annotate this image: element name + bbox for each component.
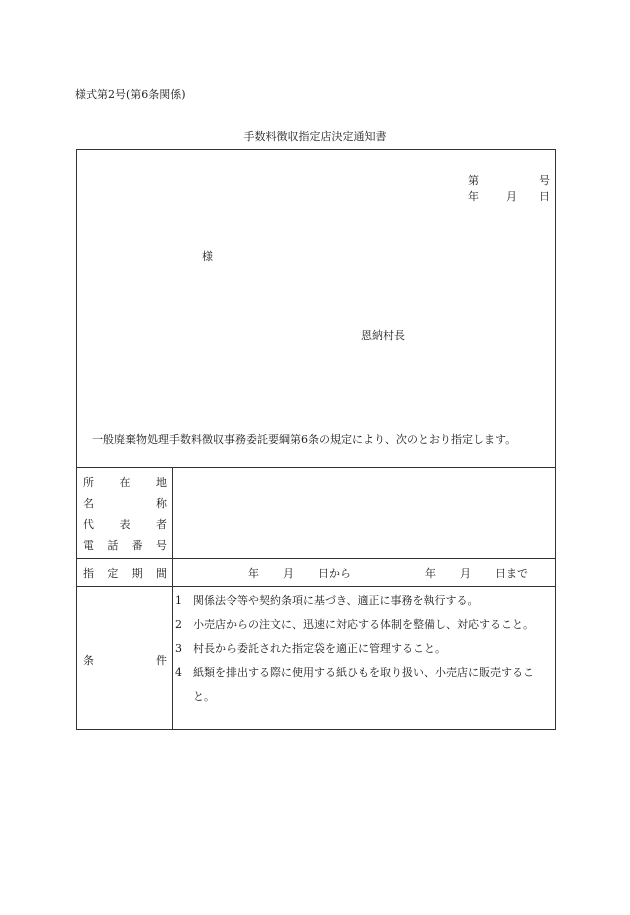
period-from-day: 日から <box>318 567 351 580</box>
period-from-month: 月 <box>283 567 294 580</box>
designation-statement: 一般廃棄物処理手数料徴収事務委託要綱第6条の規定により、次のとおり指定します。 <box>92 433 517 446</box>
period-label: 指 定 期 間 <box>83 567 167 580</box>
location-label: 所 在 地 <box>83 476 167 489</box>
table-divider-period <box>77 558 555 559</box>
table-divider-top <box>77 467 555 468</box>
number-label-go: 号 <box>539 174 550 187</box>
issuer-name: 恩納村長 <box>361 329 405 342</box>
document-title: 手数料徴収指定店決定通知書 <box>243 130 387 143</box>
phone-label: 電 話 番 号 <box>83 539 167 552</box>
representative-label: 代 表 者 <box>83 518 167 531</box>
table-divider-conditions <box>77 586 555 587</box>
condition-item: 3 村長から委託された指定袋を適正に管理すること。 <box>175 642 446 655</box>
date-day-label: 日 <box>539 190 550 203</box>
conditions-list <box>175 589 555 709</box>
period-from-year: 年 <box>248 567 259 580</box>
number-label-dai: 第 <box>468 174 479 187</box>
condition-item: 2 小売店からの注文に、迅速に対応する体制を整備し、対応すること。 <box>175 618 534 631</box>
date-month-label: 月 <box>506 190 517 203</box>
period-to-year: 年 <box>425 567 436 580</box>
conditions-label: 条 件 <box>83 654 167 667</box>
period-to-month: 月 <box>460 567 471 580</box>
date-year-label: 年 <box>468 190 479 203</box>
notification-form-table <box>76 149 556 730</box>
condition-item: 1 関係法令等や契約条項に基づき、適正に事務を執行する。 <box>175 594 479 607</box>
condition-item: 4 紙類を排出する際に使用する紙ひもを取り扱い、小売店に販売すること。 <box>175 666 534 703</box>
period-to-day: 日まで <box>495 567 528 580</box>
name-label: 名 称 <box>83 497 167 510</box>
addressee-suffix: 様 <box>202 250 213 263</box>
form-number: 様式第2号(第6条関係) <box>75 88 186 101</box>
table-column-divider <box>172 467 173 730</box>
